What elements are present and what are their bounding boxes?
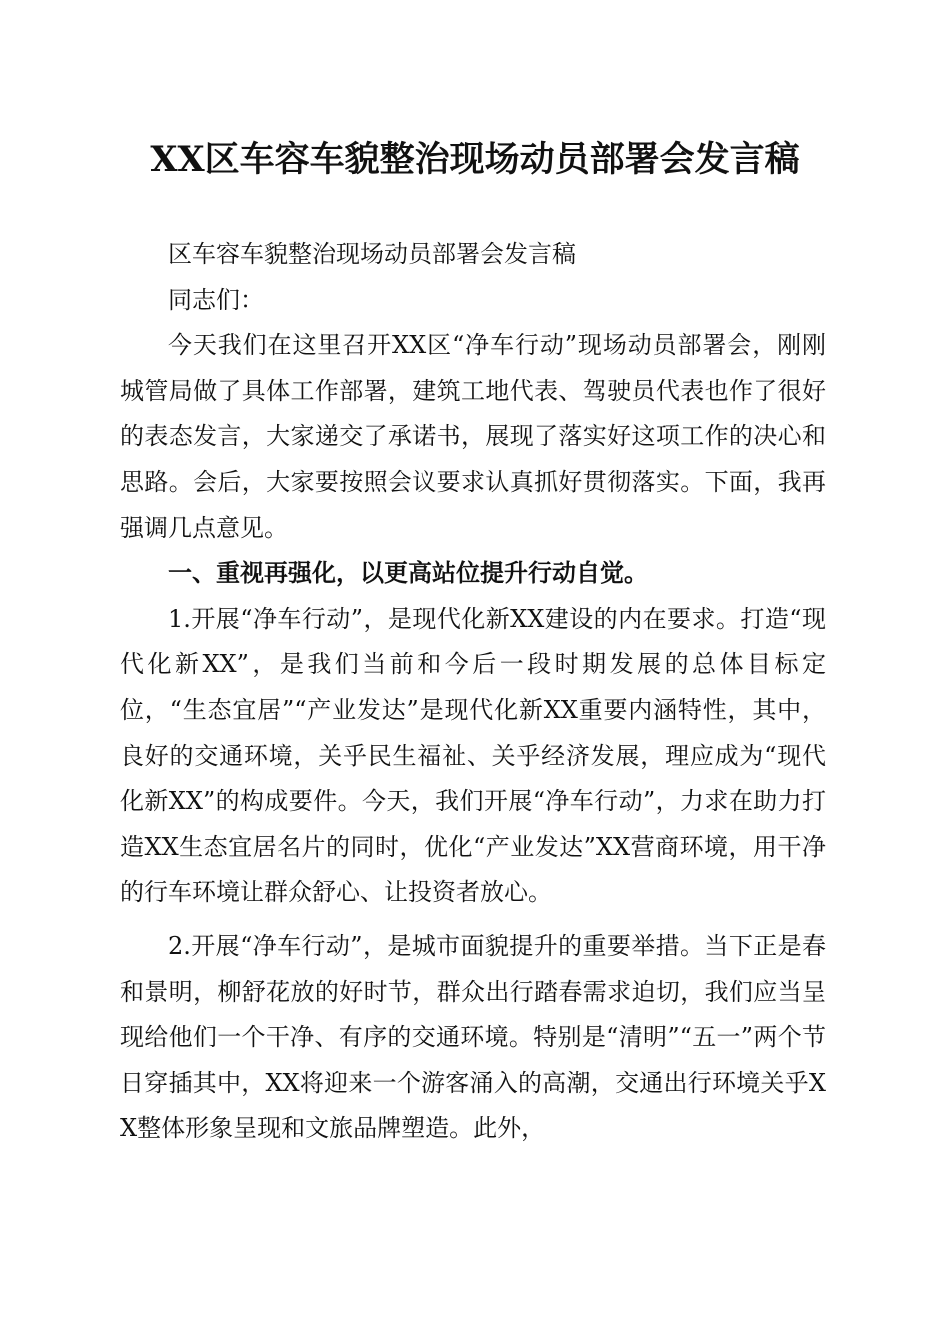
- section-heading-1: 一、重视再强化，以更高站位提升行动自觉。: [168, 559, 648, 588]
- paragraph-point-1: 1.开展“净车行动”，是现代化新XX建设的内在要求。打造“现代化新XX”，是我们当前和今后一段时期发展的总体目标定位，“生态宜居”“产业发达”是现代化新XX重要内涵特性，其中，良好的交通环境，关乎民生福祉、关乎经济发展，理应成为“现代化新XX”的构成要件。今天，我们开展“净车行动”，力求在助力打造XX生态宜居名片的同时，优化“产业发达”XX营商环境，用干净的行车环境让群众舒心、让投资者放心。: [120, 604, 826, 907]
- document-title: XX区车容车貌整治现场动员部署会发言稿: [150, 139, 800, 180]
- paragraph-salutation: 同志们：: [168, 285, 264, 314]
- paragraph-intro: 今天我们在这里召开XX区“净车行动”现场动员部署会，刚刚城管局做了具体工作部署，建筑工地代表、驾驶员代表也作了很好的表态发言，大家递交了承诺书，展现了落实好这项工作的决心和思路。会后，大家要按照会议要求认真抓好贯彻落实。下面，我再强调几点意见。: [120, 331, 826, 542]
- paragraph-point-2: 2.开展“净车行动”，是城市面貌提升的重要举措。当下正是春和景明，柳舒花放的好时节，群众出行踏春需求迫切，我们应当呈现给他们一个干净、有序的交通环境。特别是“清明”“五一”两个节日穿插其中，XX将迎来一个游客涌入的高潮，交通出行环境关乎XX整体形象呈现和文旅品牌塑造。此外，: [120, 931, 826, 1143]
- paragraph-subtitle: 区车容车貌整治现场动员部署会发言稿: [168, 240, 576, 268]
- document-body: [120, 232, 826, 1152]
